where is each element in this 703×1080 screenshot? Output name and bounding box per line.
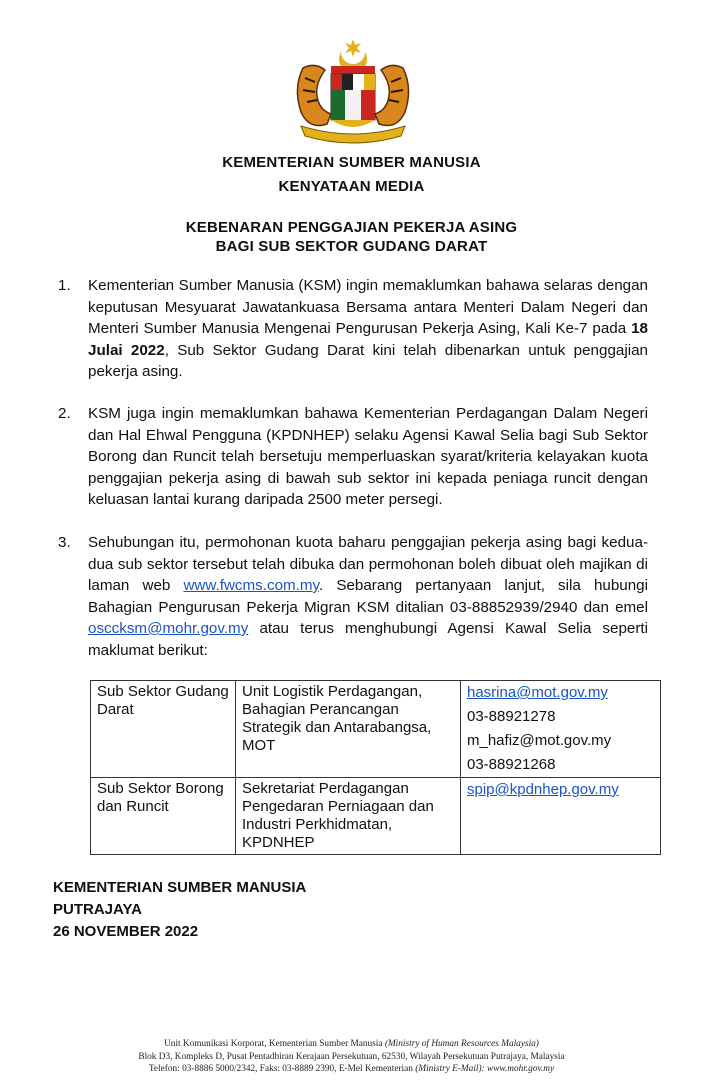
text-segment: Sehubungan itu, permohonan kuota baharu penggajian pekerja asing bagi kedua-dua sub sektor tersebut telah dibuka dan permohonan boleh dibuat oleh majikan di laman web: [88, 534, 648, 594]
table-row: [91, 681, 661, 778]
table-row: [91, 778, 661, 855]
footer-text-italic: (Ministry of Human Resources Malaysia): [384, 1039, 539, 1049]
text-segment: , Sub Sektor Gudang Darat kini telah dibenarkan untuk penggajian pekerja asing.: [88, 341, 648, 380]
paragraph-3: [58, 532, 648, 661]
signoff-place: PUTRAJAYA: [53, 901, 142, 918]
text-segment: . Sebarang pertanyaan lanjut, sila hubungi Bahagian Pengurusan Pekerja Migran KSM ditalian 03-88852939/2940 dan emel: [88, 577, 648, 616]
footer-line-2: Blok D3, Kompleks D, Pusat Pentadbiran Kerajaan Persekutuan, 62530, Wilayah Persekutuan Putrajaya, Malaysia: [138, 1051, 565, 1062]
footer-text-italic: (Ministry E-Mail): www.mohr.gov.my: [415, 1064, 555, 1074]
footer-text: Unit Komunikasi Korporat, Kementerian Sumber Manusia: [164, 1039, 385, 1049]
sector-cell: Sub Sektor Gudang Darat: [91, 681, 236, 778]
contact-cell: [461, 681, 661, 778]
website-link[interactable]: www.fwcms.com.my: [183, 577, 320, 594]
contacts-table: [90, 680, 661, 855]
paragraph-1: [58, 275, 648, 383]
paragraph-text: [88, 532, 648, 661]
agency-cell: Sekretariat Perdagangan Pengedaran Perniagaan dan Industri Perkhidmatan, KPDNHEP: [236, 778, 461, 855]
paragraph-number: 3.: [58, 534, 71, 551]
text-segment: Kementerian Sumber Manusia (KSM) ingin memaklumkan bahawa selaras dengan keputusan Mesyuarat Jawatankuasa Bersama antara Menteri Dalam Negeri dan Menteri Sumber Manusia Mengenai Pengurusan Pekerja Asing, Kali Ke-7 pada: [88, 277, 648, 337]
agency-cell: Unit Logistik Perdagangan, Bahagian Perancangan Strategik dan Antarabangsa, MOT: [236, 681, 461, 778]
footer-text: Telefon: 03-8886 5000/2342, Faks: 03-8889 2390, E-Mel Kementerian: [148, 1064, 416, 1074]
paragraph-2: [58, 403, 648, 511]
title-line-2: BAGI SUB SEKTOR GUDANG DARAT: [215, 238, 488, 255]
paragraph-number: 1.: [58, 277, 71, 294]
phone-number: 03-88921278: [467, 708, 556, 725]
coat-of-arms-icon: [283, 38, 423, 146]
signoff-date: 26 NOVEMBER 2022: [53, 923, 199, 940]
email-link[interactable]: hasrina@mot.gov.my: [467, 684, 608, 701]
doc-type-heading: KENYATAAN MEDIA: [278, 178, 425, 195]
signoff-ministry: KEMENTERIAN SUMBER MANUSIA: [53, 879, 307, 896]
sector-cell: Sub Sektor Borong dan Runcit: [91, 778, 236, 855]
date-highlight: 18 Julai 2022: [88, 320, 648, 359]
ministry-heading: KEMENTERIAN SUMBER MANUSIA: [222, 154, 481, 171]
paragraph-number: 2.: [58, 405, 71, 422]
footer-line-1: [0, 1038, 703, 1051]
paragraph-text: KSM juga ingin memaklumkan bahawa Kementerian Perdagangan Dalam Negeri dan Hal Ehwal Pengguna (KPDNHEP) selaku Agensi Kawal Selia bagi Sub Sektor Borong dan Runcit telah bersetuju memperluaskan syarat/kriteria kelayakan kuota penggajian pekerja asing di bawah sub sektor ini kepada peniaga runcit dengan keluasan lantai kurang daripada 2500 meter persegi.: [88, 405, 648, 508]
footer: [0, 1038, 703, 1076]
title-line-1: KEBENARAN PENGGAJIAN PEKERJA ASING: [185, 219, 518, 236]
email-link[interactable]: spip@kpdnhep.gov.my: [467, 781, 619, 798]
email-text: m_hafiz@mot.gov.my: [467, 732, 612, 749]
email-link[interactable]: osccksm@mohr.gov.my: [88, 620, 249, 637]
contact-cell: [461, 778, 661, 855]
text-segment: atau terus menghubungi Agensi Kawal Selia seperti maklumat berikut:: [88, 620, 648, 659]
paragraph-text: [88, 275, 648, 383]
phone-number: 03-88921268: [467, 756, 556, 773]
footer-line-3: [0, 1063, 703, 1076]
